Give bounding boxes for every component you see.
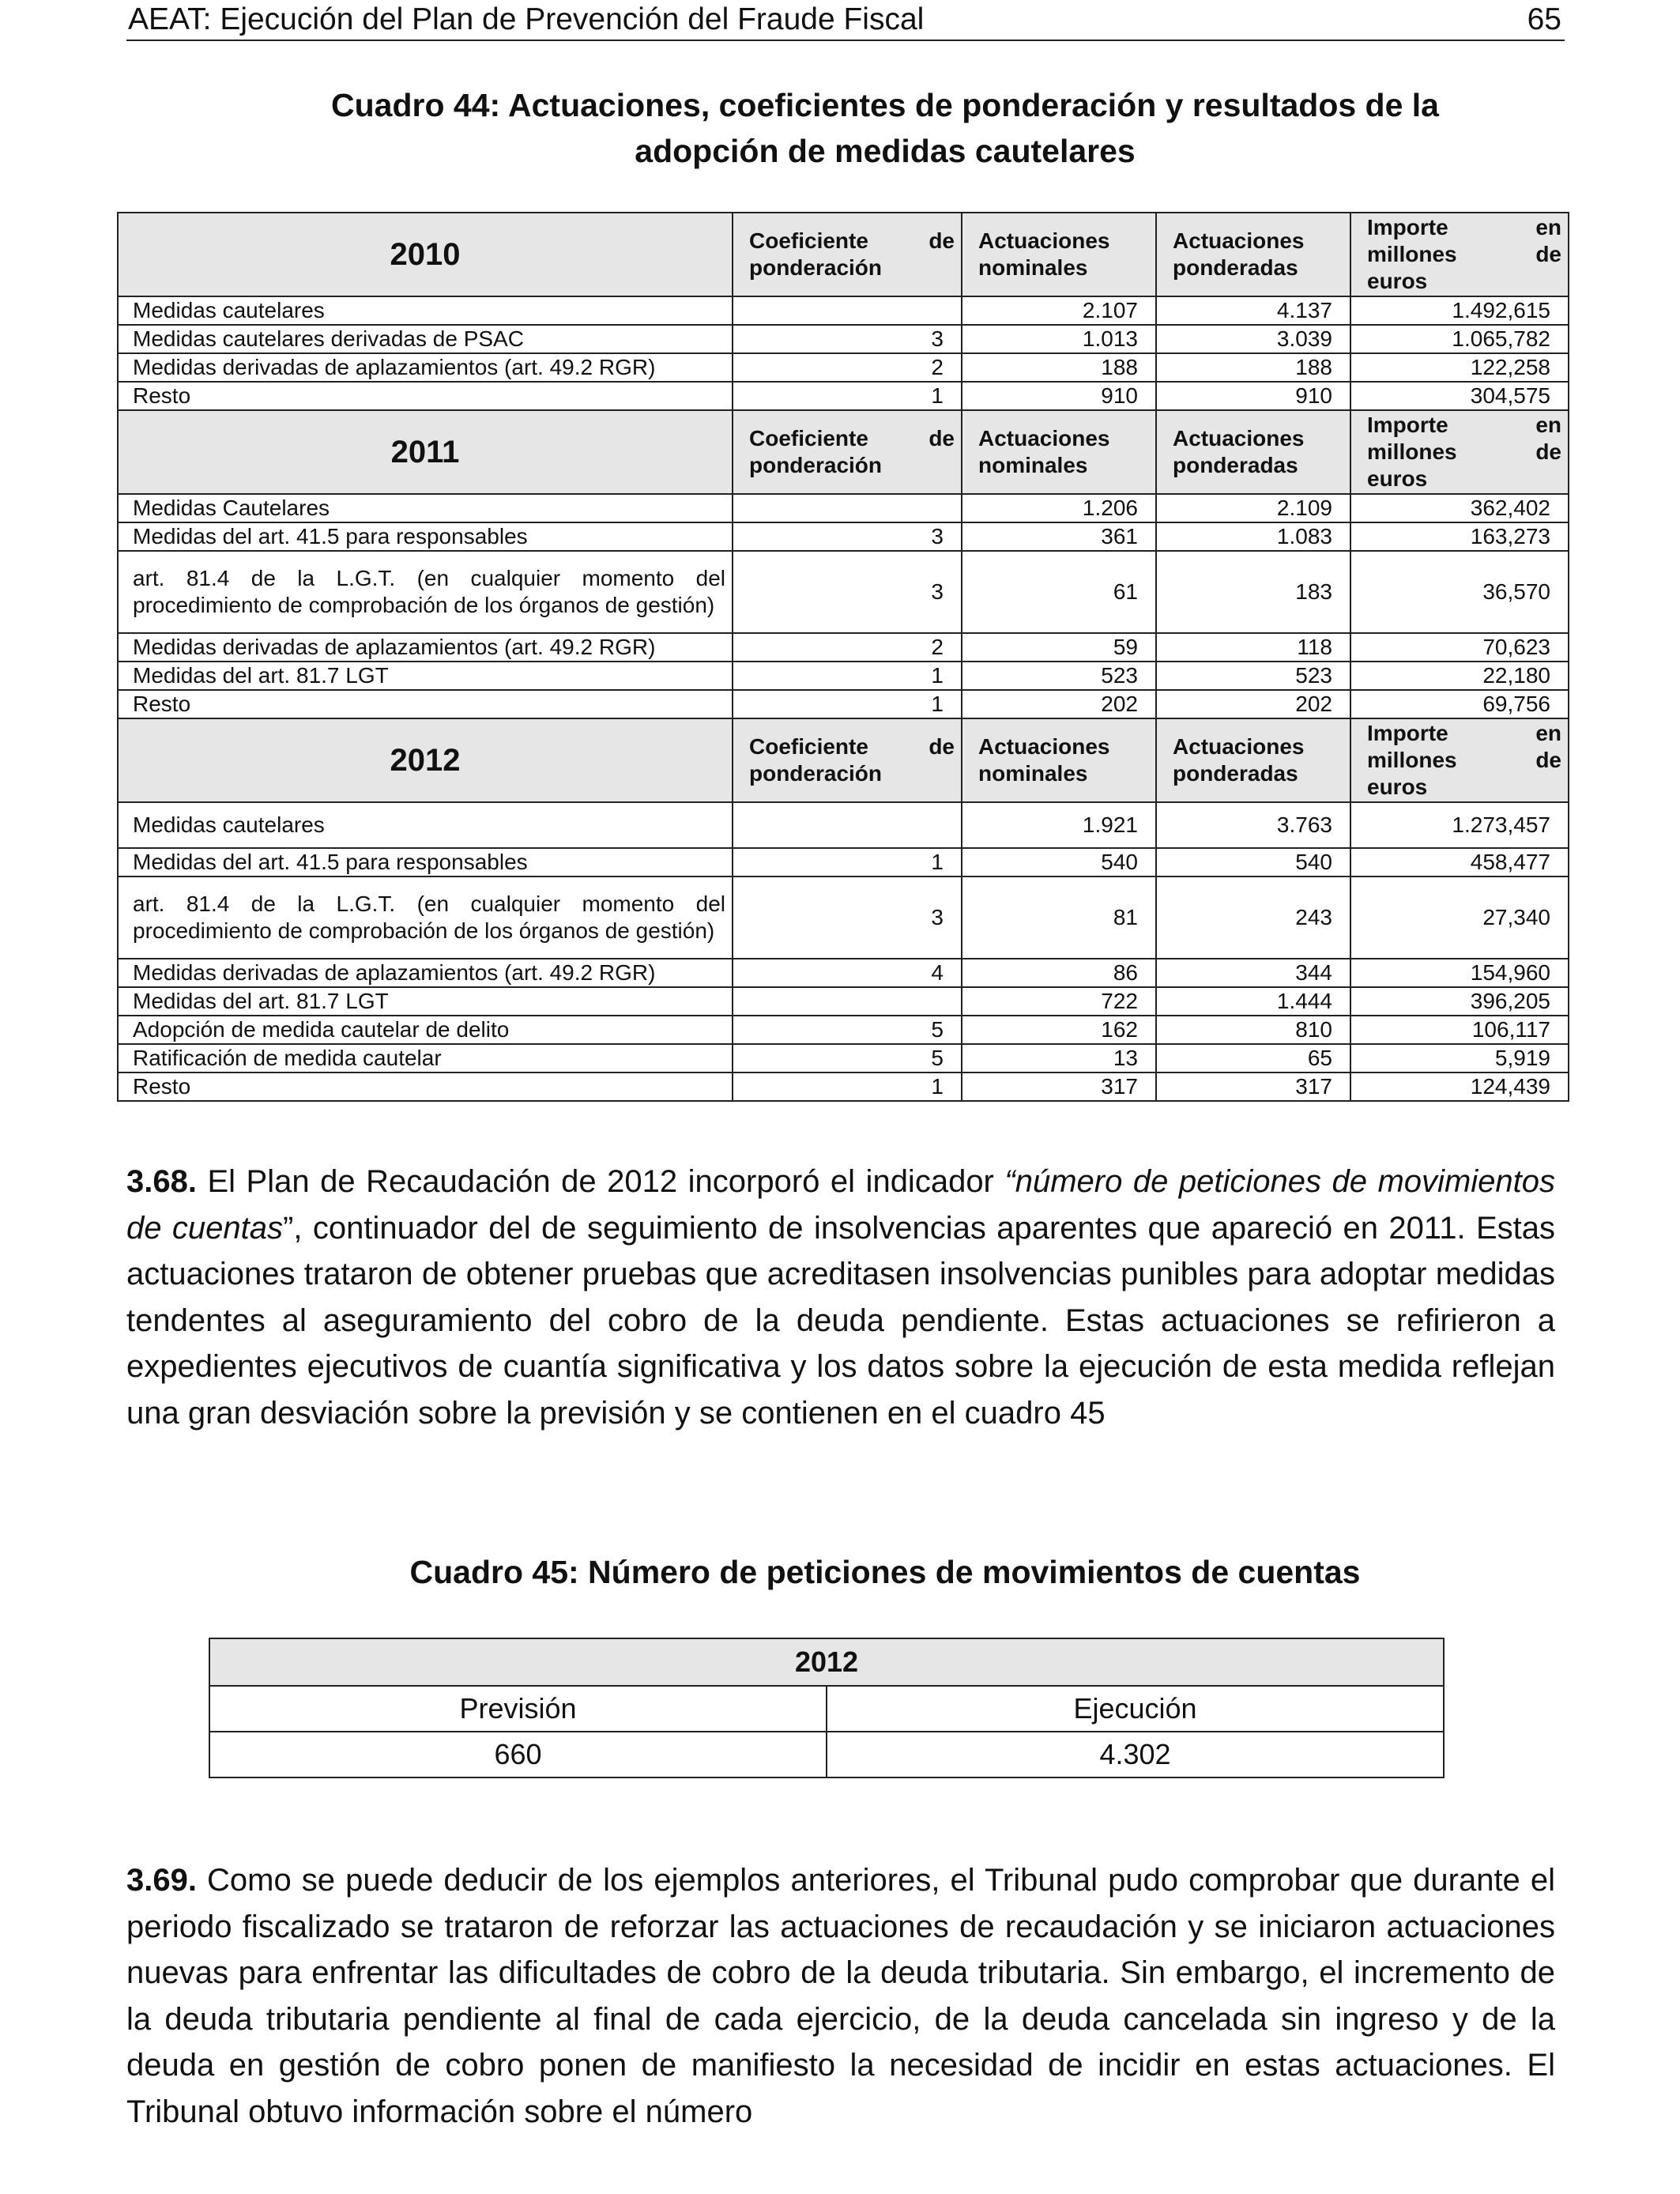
ponderadas-cell: 810 xyxy=(1156,1016,1350,1044)
header-text: de xyxy=(929,228,955,253)
row-label: art. 81.4 de la L.G.T. (en cualquier momento del procedimiento de comprobación de los órganos de gestión) xyxy=(118,551,733,633)
coeficiente-cell: 1 xyxy=(733,848,962,876)
table-cell: 4.302 xyxy=(827,1732,1444,1777)
nominales-cell: 2.107 xyxy=(962,296,1156,325)
ponderadas-cell: 202 xyxy=(1156,690,1350,718)
coeficiente-cell xyxy=(733,987,962,1016)
coeficiente-cell: 2 xyxy=(733,353,962,382)
table-row xyxy=(118,848,1569,876)
nominales-cell: 523 xyxy=(962,662,1156,690)
header-text: ponderadas xyxy=(1173,761,1298,786)
table-row xyxy=(209,1638,1444,1686)
coeficiente-cell: 1 xyxy=(733,382,962,410)
nominales-cell: 722 xyxy=(962,987,1156,1016)
header-text: Actuaciones xyxy=(1173,228,1305,253)
ponderadas-cell: 65 xyxy=(1156,1044,1350,1072)
header-text: Actuaciones xyxy=(1173,734,1305,759)
importe-cell: 458,477 xyxy=(1350,848,1569,876)
coeficiente-cell xyxy=(733,802,962,848)
cuadro-44-table xyxy=(117,212,1569,1102)
table-row xyxy=(118,633,1569,662)
importe-cell: 1.065,782 xyxy=(1350,325,1569,353)
row-label: Resto xyxy=(118,382,733,410)
page-number: 65 xyxy=(1527,2,1561,36)
column-header: Previsión xyxy=(209,1686,827,1732)
row-label: Medidas del art. 81.7 LGT xyxy=(118,987,733,1016)
nominales-cell: 13 xyxy=(962,1044,1156,1072)
year-cell: 2011 xyxy=(118,410,733,494)
header-text: millones xyxy=(1367,748,1457,772)
ponderadas-cell: 344 xyxy=(1156,959,1350,987)
importe-cell: 396,205 xyxy=(1350,987,1569,1016)
ponderadas-cell: 1.083 xyxy=(1156,522,1350,551)
ponderadas-cell: 3.763 xyxy=(1156,802,1350,848)
row-label: Medidas cautelares xyxy=(118,802,733,848)
row-label: Medidas derivadas de aplazamientos (art. 49.2 RGR) xyxy=(118,959,733,987)
row-label: Ratificación de medida cautelar xyxy=(118,1044,733,1072)
column-header-coeficiente xyxy=(733,213,962,296)
row-label: Medidas Cautelares xyxy=(118,494,733,522)
nominales-cell: 162 xyxy=(962,1016,1156,1044)
coeficiente-cell: 4 xyxy=(733,959,962,987)
importe-cell: 304,575 xyxy=(1350,382,1569,410)
header-title: AEAT: Ejecución del Plan de Prevención del Fraude Fiscal xyxy=(128,2,925,36)
header-text: en xyxy=(1535,721,1561,745)
year-cell: 2010 xyxy=(118,213,733,296)
quoted-indicator: “número de peticiones de movimientos de cuentas xyxy=(126,1164,1555,1246)
header-text: de xyxy=(1535,242,1561,266)
header-text: Actuaciones xyxy=(978,426,1110,450)
ponderadas-cell: 243 xyxy=(1156,876,1350,959)
row-label: Medidas del art. 41.5 para responsables xyxy=(118,848,733,876)
ponderadas-cell: 4.137 xyxy=(1156,296,1350,325)
header-text: Importe xyxy=(1367,413,1448,437)
ponderadas-cell: 188 xyxy=(1156,353,1350,382)
nominales-cell: 61 xyxy=(962,551,1156,633)
column-header-ponderadas xyxy=(1156,410,1350,494)
header-text: nominales xyxy=(978,761,1088,786)
importe-cell: 5,919 xyxy=(1350,1044,1569,1072)
coeficiente-cell xyxy=(733,296,962,325)
coeficiente-cell xyxy=(733,494,962,522)
nominales-cell: 317 xyxy=(962,1072,1156,1101)
importe-cell: 163,273 xyxy=(1350,522,1569,551)
header-text: euros xyxy=(1367,775,1428,799)
column-header-nominales xyxy=(962,718,1156,802)
nominales-cell: 540 xyxy=(962,848,1156,876)
nominales-cell: 59 xyxy=(962,633,1156,662)
header-text: nominales xyxy=(978,255,1088,280)
row-label: Medidas cautelares xyxy=(118,296,733,325)
ponderadas-cell: 118 xyxy=(1156,633,1350,662)
nominales-cell: 361 xyxy=(962,522,1156,551)
paragraph-text: El Plan de Recaudación de 2012 incorporó el indicador xyxy=(196,1164,1005,1199)
row-label: Medidas del art. 41.5 para responsables xyxy=(118,522,733,551)
coeficiente-cell: 1 xyxy=(733,1072,962,1101)
table-row xyxy=(118,959,1569,987)
coeficiente-cell: 5 xyxy=(733,1016,962,1044)
column-header-ponderadas xyxy=(1156,213,1350,296)
ponderadas-cell: 1.444 xyxy=(1156,987,1350,1016)
ponderadas-cell: 540 xyxy=(1156,848,1350,876)
column-header-nominales xyxy=(962,410,1156,494)
table-row xyxy=(118,494,1569,522)
nominales-cell: 910 xyxy=(962,382,1156,410)
header-text: Actuaciones xyxy=(978,228,1110,253)
cuadro-44-body xyxy=(118,213,1569,1101)
header-text: ponderación xyxy=(749,761,883,786)
nominales-cell: 81 xyxy=(962,876,1156,959)
header-text: Actuaciones xyxy=(1173,426,1305,450)
table-row xyxy=(118,353,1569,382)
table-cell: 660 xyxy=(209,1732,827,1777)
table-row xyxy=(209,1686,1444,1732)
ponderadas-cell: 183 xyxy=(1156,551,1350,633)
table-row xyxy=(118,802,1569,848)
paragraph-text: ”, continuador del de seguimiento de insolvencias aparentes que apareció en 2011. Estas actuaciones trataron de obtener pruebas que acreditasen insolvencias punibles para adoptar medidas tendentes al aseguramiento del cobro de la deuda pendiente. Estas actuaciones se refirieron a expedientes ejecutivos de cuantía significativa y los datos sobre la ejecución de esta medida reflejan una gran desviación sobre la previsión y se contienen en el cuadro 45 xyxy=(126,1210,1555,1431)
cuadro-44-caption-line1: Cuadro 44: Actuaciones, coeficientes de ponderación y resultados de la xyxy=(331,87,1439,123)
nominales-cell: 1.206 xyxy=(962,494,1156,522)
table-row xyxy=(209,1732,1444,1777)
row-label: Medidas cautelares derivadas de PSAC xyxy=(118,325,733,353)
cuadro-45-caption: Cuadro 45: Número de peticiones de movimientos de cuentas xyxy=(409,1554,1361,1590)
header-text: en xyxy=(1535,215,1561,239)
importe-cell: 1.273,457 xyxy=(1350,802,1569,848)
table-row xyxy=(118,1016,1569,1044)
header-text: Coeficiente xyxy=(749,734,868,759)
table-row xyxy=(118,690,1569,718)
table-row xyxy=(118,296,1569,325)
header-text: de xyxy=(929,426,955,450)
header-text: en xyxy=(1535,413,1561,437)
row-label: Adopción de medida cautelar de delito xyxy=(118,1016,733,1044)
cuadro-44-caption xyxy=(198,82,1573,174)
column-header-nominales xyxy=(962,213,1156,296)
importe-cell: 1.492,615 xyxy=(1350,296,1569,325)
header-text: de xyxy=(929,734,955,759)
coeficiente-cell: 1 xyxy=(733,690,962,718)
table-row xyxy=(118,325,1569,353)
table-row xyxy=(118,987,1569,1016)
row-label: Resto xyxy=(118,1072,733,1101)
year-cell: 2012 xyxy=(118,718,733,802)
table-row xyxy=(118,876,1569,959)
column-header-importe xyxy=(1350,213,1569,296)
header-text: Importe xyxy=(1367,215,1448,239)
coeficiente-cell: 3 xyxy=(733,522,962,551)
coeficiente-cell: 3 xyxy=(733,876,962,959)
coeficiente-cell: 1 xyxy=(733,662,962,690)
ponderadas-cell: 910 xyxy=(1156,382,1350,410)
row-label: art. 81.4 de la L.G.T. (en cualquier momento del procedimiento de comprobación de los órganos de gestión) xyxy=(118,876,733,959)
ponderadas-cell: 317 xyxy=(1156,1072,1350,1101)
importe-cell: 70,623 xyxy=(1350,633,1569,662)
importe-cell: 154,960 xyxy=(1350,959,1569,987)
header-text: ponderación xyxy=(749,255,883,280)
table-row xyxy=(118,551,1569,633)
header-text: de xyxy=(1535,748,1561,772)
column-header-coeficiente xyxy=(733,410,962,494)
table-header-row xyxy=(118,410,1569,494)
header-text: millones xyxy=(1367,242,1457,266)
header-text: euros xyxy=(1367,269,1428,293)
header-text: ponderación xyxy=(749,453,883,477)
cuadro-44-caption-line2: adopción de medidas cautelares xyxy=(635,133,1136,169)
header-text: euros xyxy=(1367,466,1428,491)
importe-cell: 22,180 xyxy=(1350,662,1569,690)
column-header: Ejecución xyxy=(827,1686,1444,1732)
table-row xyxy=(118,1044,1569,1072)
importe-cell: 122,258 xyxy=(1350,353,1569,382)
cuadro-45-table xyxy=(209,1638,1445,1778)
table-header-row xyxy=(118,213,1569,296)
nominales-cell: 188 xyxy=(962,353,1156,382)
nominales-cell: 1.921 xyxy=(962,802,1156,848)
ponderadas-cell: 2.109 xyxy=(1156,494,1350,522)
header-text: ponderadas xyxy=(1173,255,1298,280)
header-text: Coeficiente xyxy=(749,228,868,253)
table-row xyxy=(118,1072,1569,1101)
coeficiente-cell: 3 xyxy=(733,325,962,353)
importe-cell: 362,402 xyxy=(1350,494,1569,522)
paragraph-text: Como se puede deducir de los ejemplos anteriores, el Tribunal pudo comprobar que durante el periodo fiscalizado se trataron de reforzar las actuaciones de recaudación y se iniciaron actuaciones nuevas para enfrentar las dificultades de cobro de la deuda tributaria. Sin embargo, el incremento de la deuda tributaria pendiente al final de cada ejercicio, de la deuda cancelada sin ingreso y de la deuda en gestión de cobro ponen de manifiesto la necesidad de incidir en estas actuaciones. El Tribunal obtuvo información sobre el número xyxy=(126,1863,1555,2129)
column-header-coeficiente xyxy=(733,718,962,802)
importe-cell: 36,570 xyxy=(1350,551,1569,633)
header-text: millones xyxy=(1367,439,1457,464)
row-label: Medidas derivadas de aplazamientos (art. 49.2 RGR) xyxy=(118,633,733,662)
table-row xyxy=(118,382,1569,410)
year-cell: 2012 xyxy=(209,1638,1444,1686)
paragraph-number: 3.68. xyxy=(126,1164,197,1199)
ponderadas-cell: 523 xyxy=(1156,662,1350,690)
importe-cell: 69,756 xyxy=(1350,690,1569,718)
nominales-cell: 202 xyxy=(962,690,1156,718)
nominales-cell: 1.013 xyxy=(962,325,1156,353)
ponderadas-cell: 3.039 xyxy=(1156,325,1350,353)
table-row xyxy=(118,662,1569,690)
page-header xyxy=(126,0,1565,41)
row-label: Medidas del art. 81.7 LGT xyxy=(118,662,733,690)
nominales-cell: 86 xyxy=(962,959,1156,987)
coeficiente-cell: 3 xyxy=(733,551,962,633)
row-label: Resto xyxy=(118,690,733,718)
row-label: Medidas derivadas de aplazamientos (art. 49.2 RGR) xyxy=(118,353,733,382)
header-text: Coeficiente xyxy=(749,426,868,450)
paragraph-3-68 xyxy=(126,1159,1555,1436)
paragraph-3-69 xyxy=(126,1857,1555,2135)
header-text: Importe xyxy=(1367,721,1448,745)
column-header-importe xyxy=(1350,410,1569,494)
paragraph-number: 3.69. xyxy=(126,1863,197,1898)
coeficiente-cell: 5 xyxy=(733,1044,962,1072)
importe-cell: 124,439 xyxy=(1350,1072,1569,1101)
column-header-ponderadas xyxy=(1156,718,1350,802)
importe-cell: 106,117 xyxy=(1350,1016,1569,1044)
header-text: nominales xyxy=(978,453,1088,477)
header-text: ponderadas xyxy=(1173,453,1298,477)
column-header-importe xyxy=(1350,718,1569,802)
header-text: de xyxy=(1535,439,1561,464)
coeficiente-cell: 2 xyxy=(733,633,962,662)
importe-cell: 27,340 xyxy=(1350,876,1569,959)
header-text: Actuaciones xyxy=(978,734,1110,759)
table-row xyxy=(118,522,1569,551)
table-header-row xyxy=(118,718,1569,802)
